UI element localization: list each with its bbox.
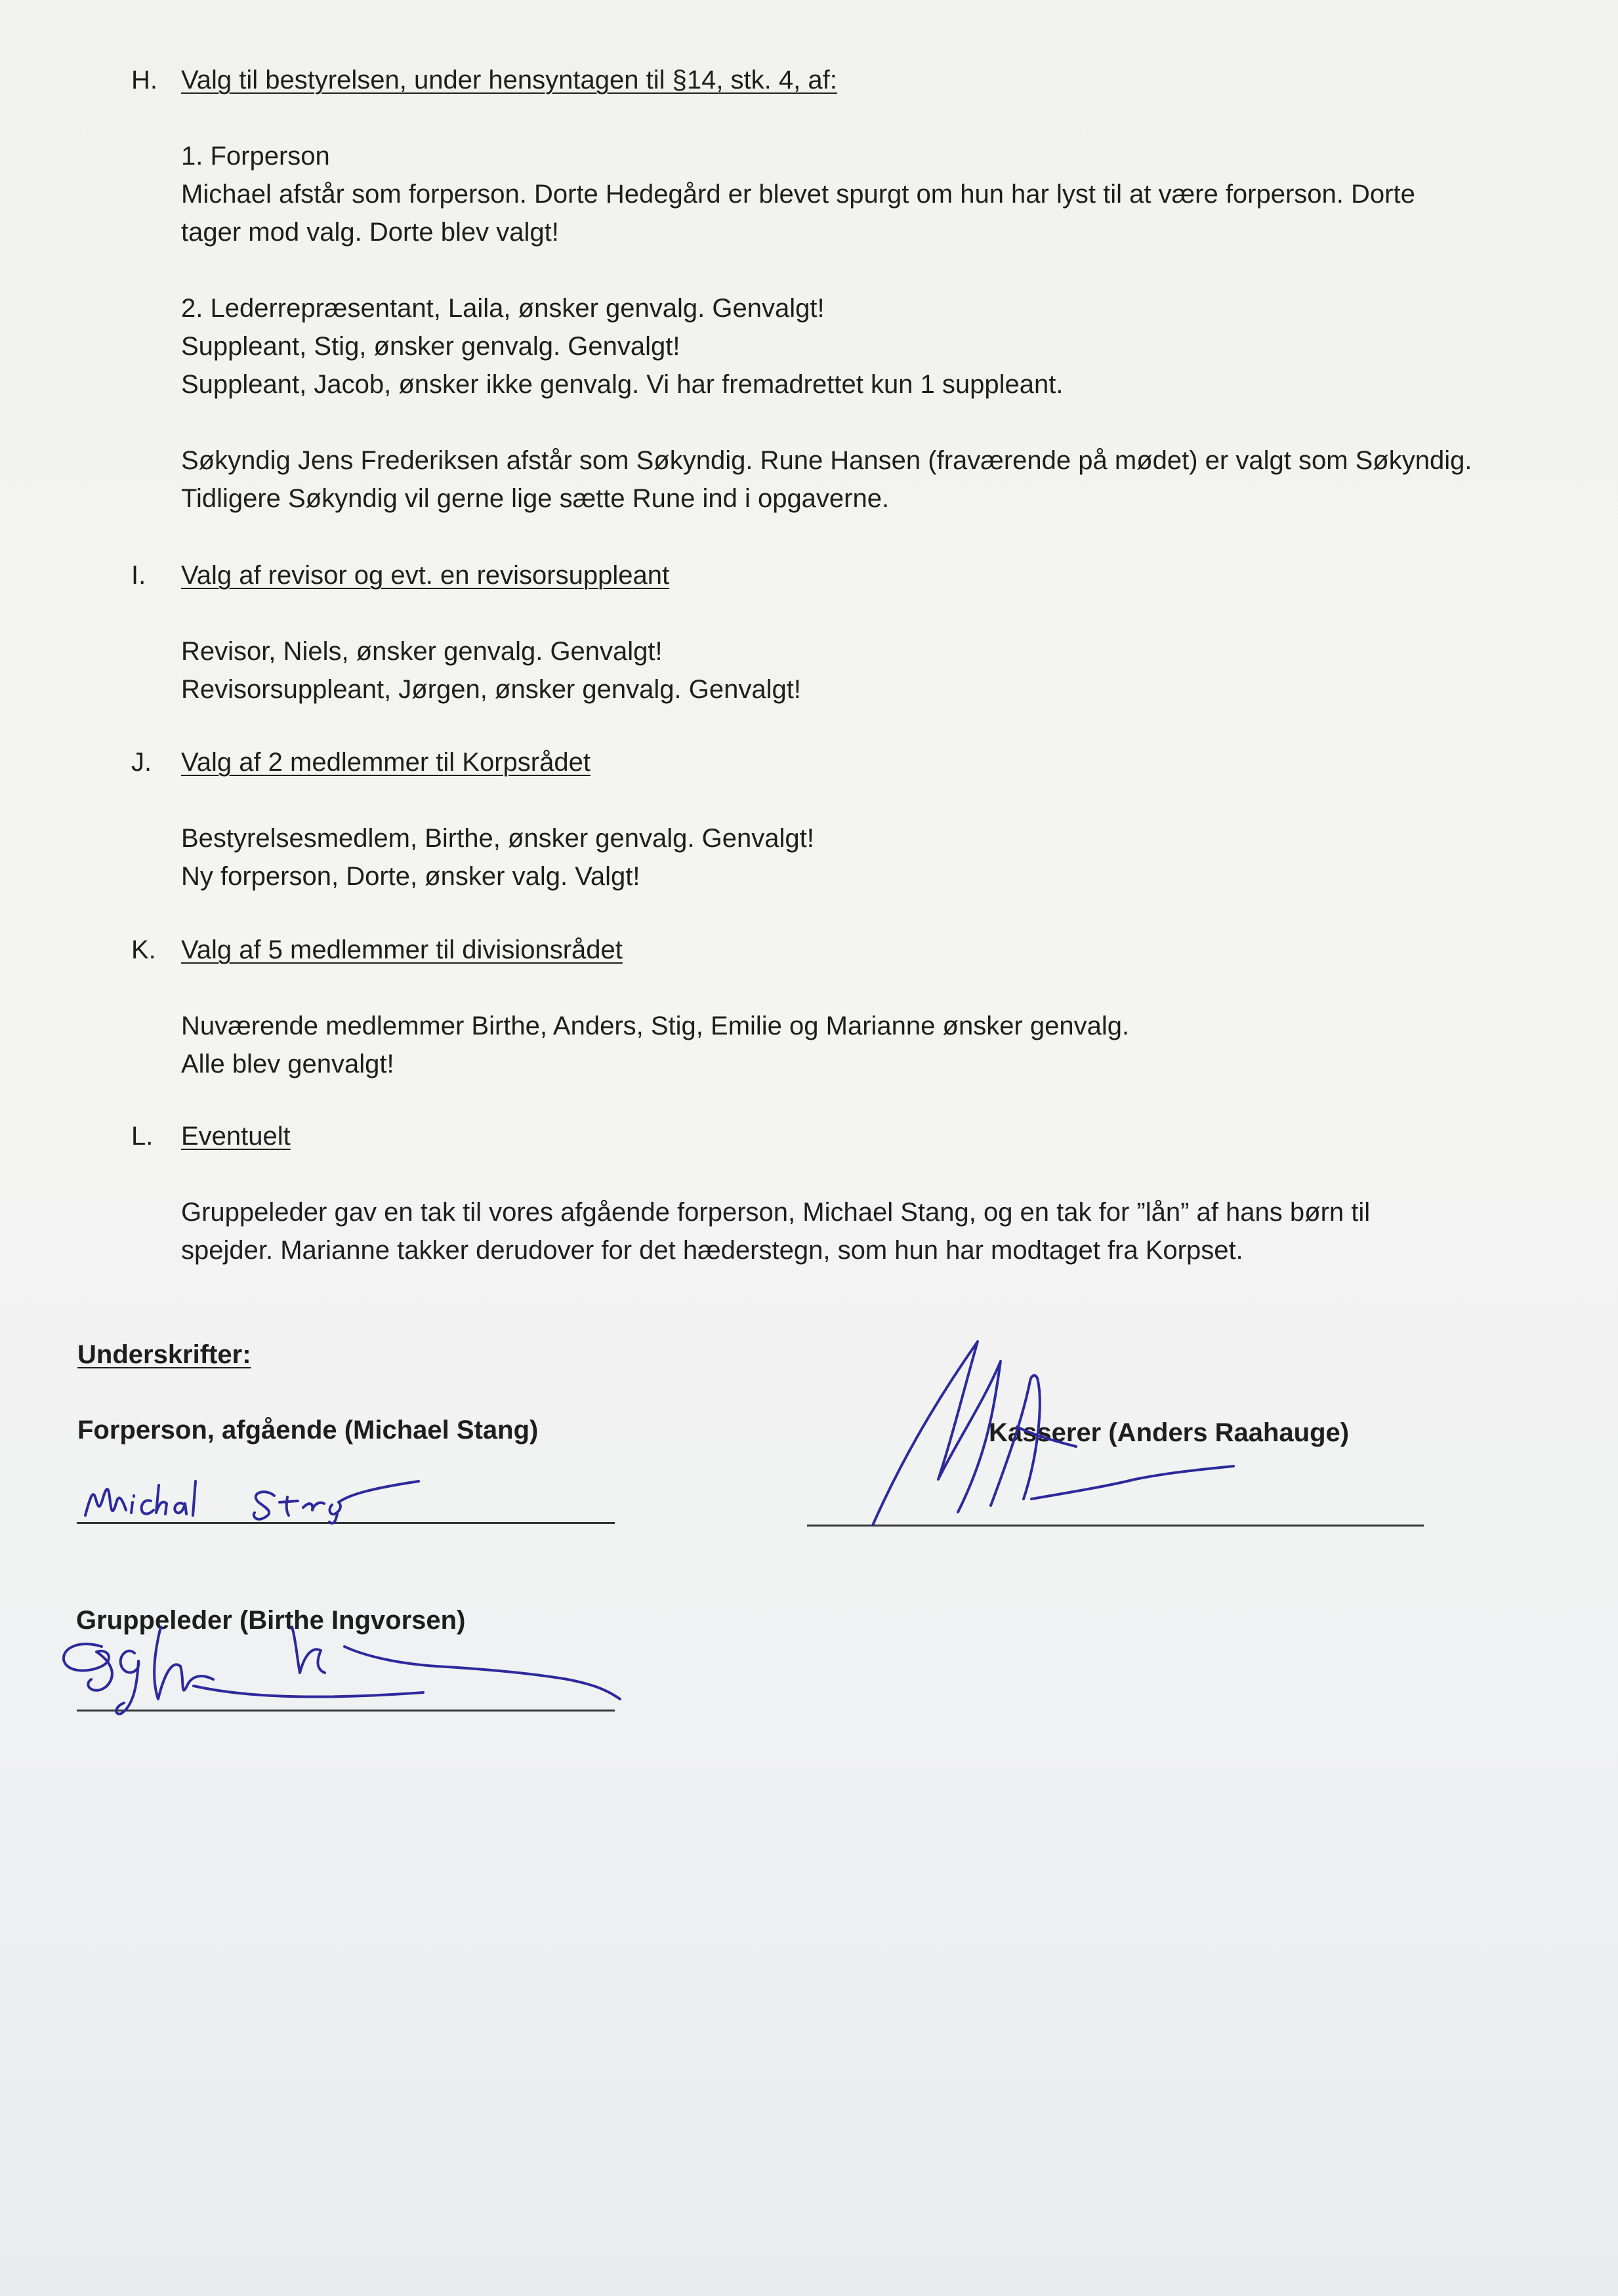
text-line: tager mod valg. Dorte blev valgt! (181, 218, 559, 247)
section-heading (131, 931, 1575, 969)
text-line: Søkyndig Jens Frederiksen afstår som Søkyndig. Rune Hansen (fraværende på mødet) er valgt som Søkyndig. (181, 446, 1472, 475)
section-letter: K. (131, 935, 156, 964)
section-body (181, 632, 1575, 708)
text-line: Bestyrelsesmedlem, Birthe, ønsker genvalg. Genvalgt! (181, 824, 814, 853)
paragraph (181, 1193, 1575, 1269)
section-h (131, 61, 1575, 518)
gruppeleder-label: Gruppeleder (Birthe Ingvorsen) (76, 1606, 466, 1635)
section-body (181, 137, 1575, 518)
text-line: spejder. Marianne takker derudover for det hæderstegn, som hun har modtaget fra Korpset. (181, 1236, 1243, 1265)
text-line: Revisorsuppleant, Jørgen, ønsker genvalg. Genvalgt! (181, 675, 801, 704)
section-letter: L. (131, 1122, 154, 1151)
forperson-signature (77, 1469, 445, 1535)
text-line: Nuværende medlemmer Birthe, Anders, Stig, Emilie og Marianne ønsker genvalg. (181, 1012, 1130, 1040)
paragraph (181, 632, 1575, 708)
section-heading (131, 61, 1575, 99)
paragraph (181, 137, 1575, 251)
section-title: Valg af 5 medlemmer til divisionsrådet (181, 935, 623, 964)
section-body (181, 1007, 1575, 1083)
gruppeleder-signature (56, 1601, 633, 1732)
section-heading (131, 1117, 1575, 1155)
text-line: Michael afstår som forperson. Dorte Hedegård er blevet spurgt om hun har lyst til at være forperson. Dorte (181, 180, 1415, 209)
text-line: 2. Lederrepræsentant, Laila, ønsker genvalg. Genvalgt! (181, 294, 825, 323)
section-letter: J. (131, 748, 152, 777)
section-heading (131, 743, 1575, 781)
text-line: Ny forperson, Dorte, ønsker valg. Valgt! (181, 862, 640, 891)
section-body (181, 1193, 1575, 1269)
kasserer-signature (860, 1335, 1253, 1532)
text-line: Alle blev genvalgt! (181, 1050, 394, 1078)
text-line: Suppleant, Stig, ønsker genvalg. Genvalgt! (181, 332, 680, 361)
section-title: Eventuelt (181, 1122, 291, 1151)
text-line: 1. Forperson (181, 142, 330, 171)
paragraph (181, 441, 1575, 518)
section-k (131, 931, 1575, 1083)
paragraph (181, 289, 1575, 403)
section-j (131, 743, 1575, 895)
section-title: Valg af 2 medlemmer til Korpsrådet (181, 748, 591, 777)
kasserer-label: Kasserer (Anders Raahauge) (989, 1418, 1350, 1447)
paragraph (181, 819, 1575, 895)
section-title: Valg til bestyrelsen, under hensyntagen til §14, stk. 4, af: (181, 66, 837, 94)
section-i (131, 556, 1575, 708)
signatures-heading: Underskrifter: (77, 1340, 251, 1369)
text-line: Tidligere Søkyndig vil gerne lige sætte Rune ind i opgaverne. (181, 484, 890, 513)
section-l (131, 1117, 1575, 1269)
text-line: Gruppeleder gav en tak til vores afgående forperson, Michael Stang, og en tak for ”lån” af hans børn til (181, 1198, 1371, 1227)
paragraph (181, 1007, 1575, 1083)
text-line: Revisor, Niels, ønsker genvalg. Genvalgt! (181, 637, 663, 666)
section-body (181, 819, 1575, 895)
section-title: Valg af revisor og evt. en revisorsuppleant (181, 561, 670, 590)
section-letter: H. (131, 66, 157, 94)
section-heading (131, 556, 1575, 594)
section-letter: I. (131, 561, 146, 590)
text-line: Suppleant, Jacob, ønsker ikke genvalg. Vi har fremadrettet kun 1 suppleant. (181, 370, 1064, 399)
forperson-label: Forperson, afgående (Michael Stang) (77, 1416, 539, 1445)
